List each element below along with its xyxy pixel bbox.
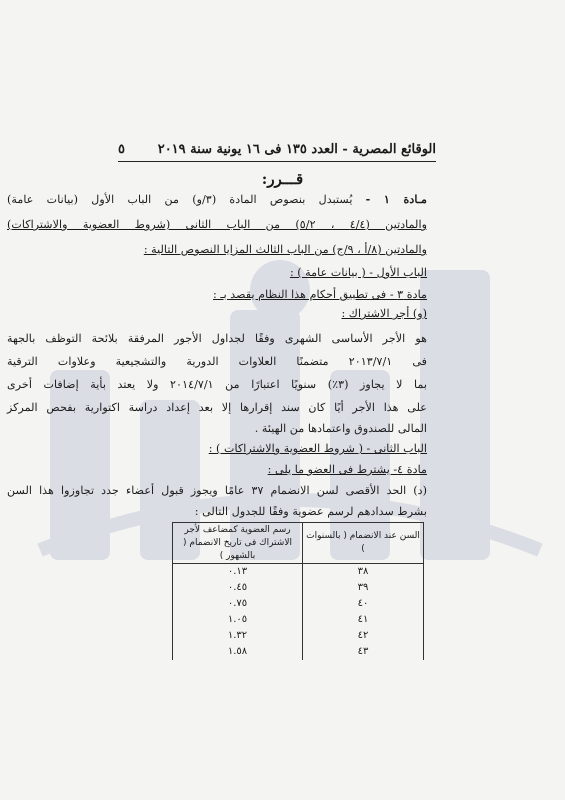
clause-waw-heading: (و) أجر الاشتراك : bbox=[341, 307, 427, 320]
age-cell: ٣٩ bbox=[303, 580, 424, 596]
table-row bbox=[173, 596, 424, 612]
fee-cell: ٠.١٣ bbox=[173, 564, 303, 581]
article-1-line-1: مـادة ١ - يُستبدل بنصوص المادة (٣/و) من الباب الأول (بيانات عامة) bbox=[7, 192, 427, 206]
table-header-row bbox=[173, 523, 424, 564]
header-divider bbox=[118, 161, 436, 162]
age-cell: ٤١ bbox=[303, 612, 424, 628]
page-number: ٥ bbox=[118, 141, 125, 157]
clause-waw-line-2: فى ٢٠١٣/٧/١ متضمنًا العلاوات الدورية والتشجيعية وعلاوات الترقية bbox=[7, 355, 428, 368]
column-header-age: السن عند الانضمام ( بالسنوات ) bbox=[303, 523, 424, 564]
table-row bbox=[173, 612, 424, 628]
table-row bbox=[173, 644, 424, 660]
decree-title: قـــرر: bbox=[261, 170, 304, 188]
column-header-fee: رسم العضوية كمضاعف لأجر الاشتراك فى تاريخ الانضمام ( بالشهور ) bbox=[173, 523, 303, 564]
section-heading-membership: الباب الثانى - ( شروط العضوية والاشتراكات ) : bbox=[208, 442, 427, 455]
section-heading-general: الباب الأول - ( بيانات عامة ) : bbox=[289, 266, 427, 279]
fee-cell: ٠.٧٥ bbox=[173, 596, 303, 612]
fee-cell: ٠.٤٥ bbox=[173, 580, 303, 596]
clause-waw-line-1: هو الأجر الأساسى الشهرى وفقًا لجداول الأجور المرفقة بلائحة التوظف بالجهة bbox=[7, 332, 427, 345]
fee-cell: ١.٣٢ bbox=[173, 628, 303, 644]
table-row bbox=[173, 628, 424, 644]
fee-cell: ١.٥٨ bbox=[173, 644, 303, 660]
membership-fee-table bbox=[172, 522, 424, 660]
clause-dal-line-1: (د) الحد الأقصى لسن الانضمام ٣٧ عامًا ويجوز قبول أعضاء جدد تجاوزوا هذا السن bbox=[7, 484, 427, 497]
article-1-label: مـادة ١ - bbox=[365, 192, 427, 206]
article-1-line-3: والمادتين (٨/أ ، ٩/ج) من الباب الثالث المزايا النصوص التالية : bbox=[143, 243, 427, 256]
table-row bbox=[173, 564, 424, 581]
table-row bbox=[173, 580, 424, 596]
article-3-heading: مادة ٣ - فى تطبيق أحكام هذا النظام يقصد بـ : bbox=[213, 288, 427, 301]
article-4-heading: مادة ٤- يشترط فى العضو ما يلى : bbox=[267, 463, 427, 476]
fee-cell: ١.٠٥ bbox=[173, 612, 303, 628]
article-1-line-2: والمادتين (٤/٤ ، ٥/٢) من الباب الثانى (شروط العضوية والاشتراكات) bbox=[7, 218, 427, 231]
age-cell: ٤٣ bbox=[303, 644, 424, 660]
clause-waw-line-3: بما لا يجاوز (٣٪) سنويًا اعتبارًا من ٢٠١٤/٧/١ ولا يعتد بأية إضافات أخرى bbox=[7, 378, 427, 391]
age-cell: ٣٨ bbox=[303, 564, 424, 581]
age-cell: ٤٢ bbox=[303, 628, 424, 644]
gazette-title: الوقائع المصرية - العدد ١٣٥ فى ١٦ يونية سنة ٢٠١٩ bbox=[157, 141, 436, 157]
page-header bbox=[118, 138, 436, 160]
clause-waw-line-5: المالى للصندوق واعتمادها من الهيئة . bbox=[254, 422, 427, 435]
clause-waw-line-4: على هذا الأجر أيًا كان سند إقرارها إلا بعد إعداد دراسة اكتوارية بفحص المركز bbox=[7, 401, 427, 414]
clause-dal-line-2: بشرط سدادهم لرسم عضوية وفقًا للجدول التالى : bbox=[194, 505, 427, 518]
age-cell: ٤٠ bbox=[303, 596, 424, 612]
